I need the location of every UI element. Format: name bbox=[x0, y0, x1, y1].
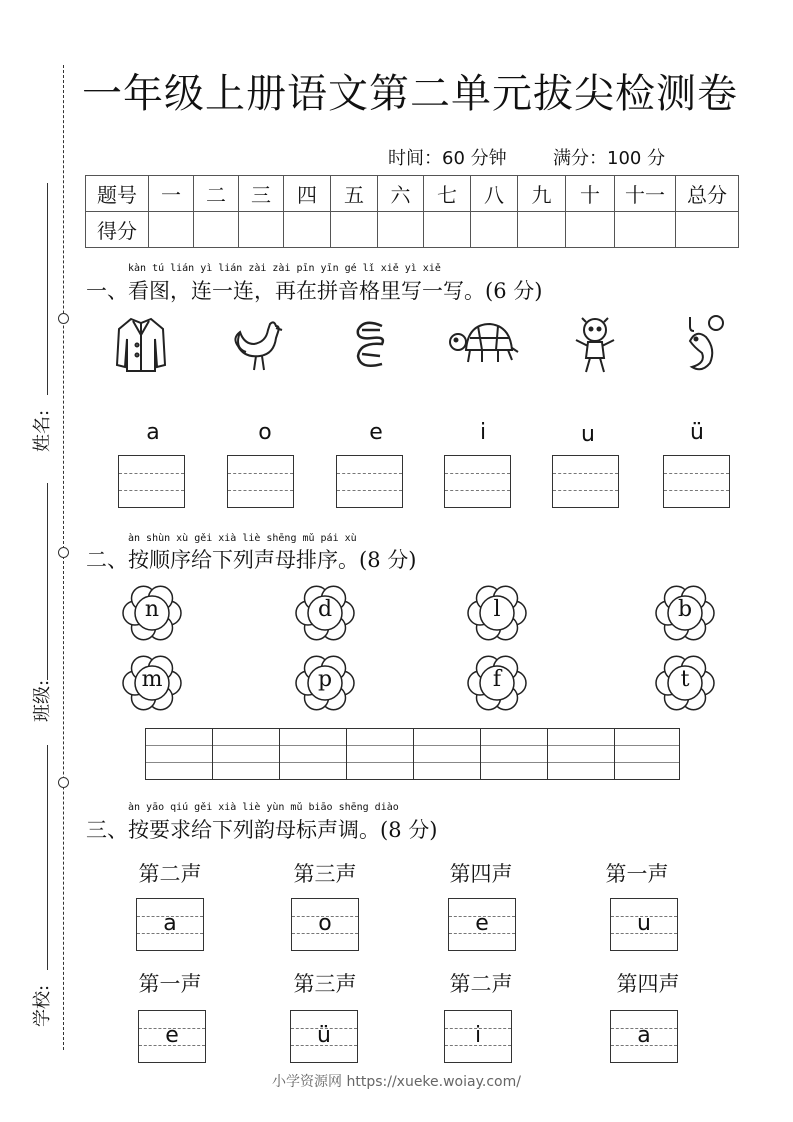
tone-label: 第四声 bbox=[449, 862, 513, 886]
tone-label: 第二声 bbox=[138, 862, 202, 886]
vowel-letter: o bbox=[318, 911, 332, 936]
header-cell: 七 bbox=[424, 176, 471, 212]
pinyin-syllable: qiú bbox=[170, 802, 189, 813]
letter-u: u bbox=[581, 422, 595, 447]
pinyin-syllable: zài bbox=[248, 263, 267, 274]
pinyin-writing-box[interactable] bbox=[336, 455, 403, 508]
score-cell[interactable] bbox=[378, 212, 424, 248]
score-row-label: 得分 bbox=[86, 212, 149, 248]
flower-letter-t bbox=[655, 653, 715, 713]
tone-label: 第一声 bbox=[605, 862, 669, 886]
header-cell: 三 bbox=[239, 176, 284, 212]
section1-title: 一、看图，连一连，再在拼音格里写一写。(6 分) bbox=[86, 279, 543, 303]
pinyin-syllable: gěi bbox=[194, 533, 213, 544]
tone-writing-box[interactable] bbox=[291, 898, 359, 951]
binding-hole bbox=[58, 547, 69, 558]
flower-letter-b bbox=[655, 583, 715, 643]
flower-letter-f bbox=[467, 653, 527, 713]
pinyin-syllable: xià bbox=[218, 802, 237, 813]
pinyin-syllable: yì bbox=[404, 263, 417, 274]
flower-letter: n bbox=[144, 597, 160, 622]
pinyin-syllable: xiě bbox=[422, 263, 441, 274]
pinyin-syllable: yīn bbox=[320, 263, 339, 274]
letter-a: a bbox=[146, 420, 160, 445]
page-title: 一年级上册语文第二单元拔尖检测卷 bbox=[82, 71, 738, 117]
pinyin-syllable: mǔ bbox=[302, 533, 315, 544]
vowel-letter: a bbox=[163, 911, 177, 936]
school-label: 学校: bbox=[32, 984, 54, 1028]
score-cell[interactable] bbox=[239, 212, 284, 248]
vowel-letter: e bbox=[475, 911, 489, 936]
tone-label: 第一声 bbox=[138, 972, 202, 996]
pinyin-syllable: lián bbox=[170, 263, 195, 274]
full-score: 满分：100 分 bbox=[553, 148, 666, 169]
pinyin-syllable: diào bbox=[374, 802, 399, 813]
binding-hole bbox=[58, 313, 69, 324]
vowel-letter: e bbox=[165, 1023, 179, 1048]
score-cell[interactable] bbox=[284, 212, 331, 248]
rooster-picture bbox=[230, 318, 285, 377]
header-cell: 十 bbox=[566, 176, 615, 212]
header-cell: 六 bbox=[378, 176, 424, 212]
section3-pinyin bbox=[128, 802, 405, 813]
pinyin-syllable: shēng bbox=[266, 533, 297, 544]
flower-letter: d bbox=[317, 597, 333, 622]
binding-hole bbox=[58, 777, 69, 788]
answer-grid[interactable] bbox=[145, 728, 680, 780]
class-label: 班级: bbox=[32, 679, 54, 723]
pinyin-syllable: zài bbox=[272, 263, 291, 274]
pinyin-syllable: pīn bbox=[296, 263, 315, 274]
pinyin-writing-box[interactable] bbox=[444, 455, 511, 508]
flower-letter: t bbox=[680, 667, 690, 692]
vowel-letter: a bbox=[637, 1023, 651, 1048]
flower-letter-p bbox=[295, 653, 355, 713]
flower-letter: b bbox=[677, 597, 693, 622]
pinyin-syllable: mǔ bbox=[290, 802, 303, 813]
pinyin-syllable: àn bbox=[128, 533, 141, 544]
pinyin-syllable: shùn bbox=[146, 533, 171, 544]
vowel-letter: ü bbox=[317, 1023, 331, 1048]
pinyin-syllable: liè bbox=[242, 533, 261, 544]
letter-o: o bbox=[258, 420, 272, 445]
tone-writing-box[interactable] bbox=[290, 1010, 358, 1063]
tone-label: 第三声 bbox=[293, 862, 357, 886]
flower-letter-l bbox=[467, 583, 527, 643]
score-cell[interactable] bbox=[676, 212, 739, 248]
class-line[interactable] bbox=[47, 483, 48, 680]
score-cell[interactable] bbox=[331, 212, 378, 248]
section3-title: 三、按要求给下列韵母标声调。(8 分) bbox=[86, 818, 438, 842]
header-cell: 九 bbox=[518, 176, 566, 212]
score-cell[interactable] bbox=[566, 212, 615, 248]
header-cell: 题号 bbox=[86, 176, 149, 212]
pinyin-syllable: xù bbox=[176, 533, 189, 544]
coat-picture bbox=[115, 315, 167, 377]
score-cell[interactable] bbox=[194, 212, 239, 248]
header-cell: 八 bbox=[471, 176, 518, 212]
pinyin-writing-box[interactable] bbox=[227, 455, 294, 508]
flower-letter: l bbox=[493, 597, 501, 622]
flower-letter-m bbox=[122, 653, 182, 713]
pinyin-syllable: gěi bbox=[194, 802, 213, 813]
goose-e-picture bbox=[352, 316, 392, 378]
pinyin-syllable: gé bbox=[344, 263, 357, 274]
pinyin-syllable: biāo bbox=[308, 802, 333, 813]
pinyin-writing-box[interactable] bbox=[552, 455, 619, 508]
letter-i: i bbox=[479, 420, 487, 445]
time-limit: 时间：60 分钟 bbox=[388, 148, 507, 169]
tone-writing-box[interactable] bbox=[136, 898, 204, 951]
score-cell[interactable] bbox=[149, 212, 194, 248]
child-picture bbox=[572, 316, 618, 378]
pinyin-syllable: pái bbox=[320, 533, 339, 544]
letter-u-umlaut: ü bbox=[690, 420, 704, 445]
pinyin-syllable: xiě bbox=[380, 263, 399, 274]
section2-title: 二、按顺序给下列声母排序。(8 分) bbox=[86, 548, 417, 572]
score-cell[interactable] bbox=[518, 212, 566, 248]
pinyin-writing-box[interactable] bbox=[663, 455, 730, 508]
flower-letter: m bbox=[141, 667, 163, 692]
section1-pinyin bbox=[128, 263, 447, 274]
header-cell: 四 bbox=[284, 176, 331, 212]
header-cell: 五 bbox=[331, 176, 378, 212]
tone-label: 第四声 bbox=[616, 972, 680, 996]
letter-e: e bbox=[369, 420, 383, 445]
header-cell: 总分 bbox=[676, 176, 739, 212]
pinyin-syllable: lián bbox=[218, 263, 243, 274]
header-cell: 二 bbox=[194, 176, 239, 212]
vowel-letter: u bbox=[637, 911, 651, 936]
tone-writing-box[interactable] bbox=[610, 898, 678, 951]
school-line[interactable] bbox=[47, 745, 48, 970]
pinyin-writing-box[interactable] bbox=[118, 455, 185, 508]
section2-pinyin bbox=[128, 533, 363, 544]
footer-watermark: 小学资源网 https://xueke.woiay.com/ bbox=[272, 1074, 521, 1090]
header-cell: 十一 bbox=[615, 176, 676, 212]
pinyin-syllable: lǐ bbox=[362, 263, 375, 274]
flower-letter: p bbox=[317, 667, 333, 692]
score-cell[interactable] bbox=[424, 212, 471, 248]
vowel-letter: i bbox=[474, 1023, 482, 1048]
flower-letter-d bbox=[295, 583, 355, 643]
pinyin-syllable: xù bbox=[344, 533, 357, 544]
pinyin-syllable: yì bbox=[200, 263, 213, 274]
score-table bbox=[85, 175, 739, 248]
pinyin-syllable: àn bbox=[128, 802, 141, 813]
turtle-picture bbox=[448, 318, 520, 370]
tone-writing-box[interactable] bbox=[448, 898, 516, 951]
pinyin-syllable: xià bbox=[218, 533, 237, 544]
pinyin-syllable: kàn bbox=[128, 263, 147, 274]
tone-label: 第三声 bbox=[293, 972, 357, 996]
header-cell: 一 bbox=[149, 176, 194, 212]
pinyin-syllable: shēng bbox=[338, 802, 369, 813]
pinyin-syllable: yùn bbox=[266, 802, 285, 813]
score-cell[interactable] bbox=[471, 212, 518, 248]
pinyin-syllable: liè bbox=[242, 802, 261, 813]
flower-letter: f bbox=[492, 667, 502, 692]
tone-label: 第二声 bbox=[449, 972, 513, 996]
tone-writing-box[interactable] bbox=[610, 1010, 678, 1063]
pinyin-syllable: tú bbox=[152, 263, 165, 274]
score-table-header bbox=[86, 176, 739, 212]
name-label: 姓名: bbox=[32, 409, 54, 453]
tone-writing-box[interactable] bbox=[444, 1010, 512, 1063]
tone-writing-box[interactable] bbox=[138, 1010, 206, 1063]
score-row bbox=[86, 212, 739, 248]
seal-picture bbox=[682, 313, 728, 379]
score-cell[interactable] bbox=[615, 212, 676, 248]
flower-letter-n bbox=[122, 583, 182, 643]
name-line[interactable] bbox=[47, 183, 48, 395]
pinyin-syllable: yāo bbox=[146, 802, 165, 813]
